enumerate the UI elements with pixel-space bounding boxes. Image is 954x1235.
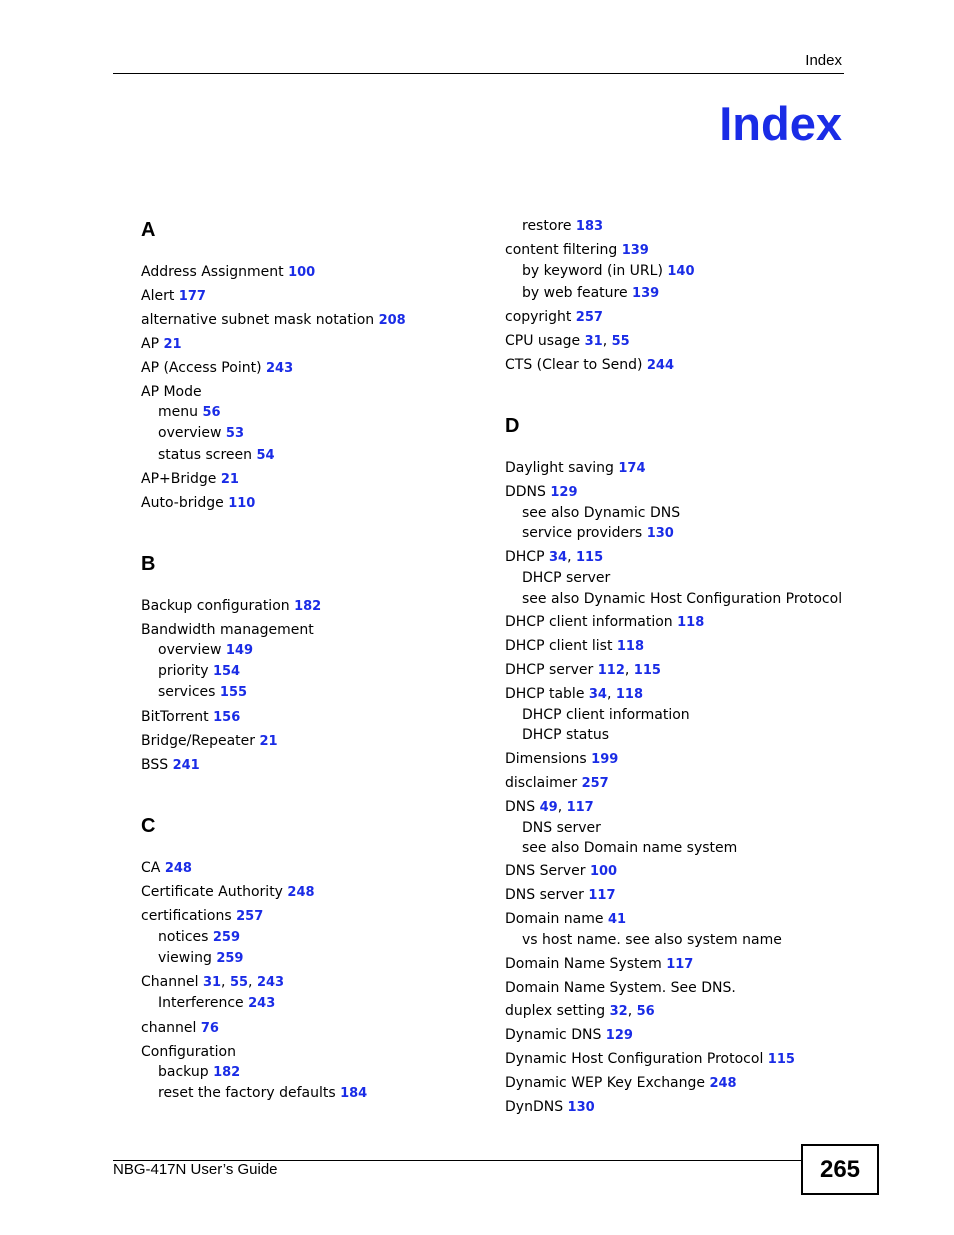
- index-term: DNS Server: [505, 863, 590, 880]
- page-link[interactable]: 115: [767, 1051, 795, 1067]
- page-link[interactable]: 241: [172, 757, 200, 773]
- page-link[interactable]: 54: [256, 447, 275, 463]
- page-link[interactable]: 149: [225, 642, 254, 658]
- index-entry: [141, 755, 491, 776]
- header-rule: [113, 73, 844, 74]
- index-subentry: [141, 445, 491, 466]
- index-term: Bridge/Repeater: [141, 732, 260, 749]
- page-link[interactable]: 259: [216, 951, 244, 967]
- index-term: channel: [141, 1019, 201, 1036]
- index-entry-line: [505, 612, 850, 633]
- index-entry-line: [505, 660, 850, 681]
- index-letter-heading: A: [141, 219, 156, 241]
- index-entry: [141, 596, 491, 617]
- page-link[interactable]: 129: [605, 1027, 633, 1043]
- index-entry-line: [505, 547, 850, 568]
- index-term: Alert: [141, 288, 179, 304]
- index-entry-line: [505, 885, 850, 906]
- page-separator: ,: [221, 974, 230, 991]
- index-entry-line: [505, 458, 850, 479]
- index-subentry: [141, 1083, 491, 1104]
- page-link[interactable]: 110: [228, 495, 256, 511]
- index-term: DNS server: [522, 819, 601, 836]
- index-entry: [505, 797, 850, 859]
- index-subentry: [141, 423, 491, 444]
- index-subentry: [505, 283, 850, 304]
- index-term: DNS server: [505, 887, 589, 904]
- page-link[interactable]: 177: [178, 289, 206, 304]
- index-term: menu: [158, 404, 203, 420]
- index-term: CA: [141, 859, 165, 876]
- page-link[interactable]: 55: [229, 975, 249, 991]
- index-subentry: [505, 216, 850, 237]
- index-letter-group: [505, 414, 850, 1118]
- page-link[interactable]: 182: [213, 1064, 241, 1080]
- index-term: overview: [158, 641, 226, 658]
- page-link[interactable]: 140: [667, 264, 695, 280]
- index-term: AP: [141, 336, 164, 352]
- index-letter-heading: D: [505, 414, 520, 437]
- index-entry-line: [505, 797, 850, 818]
- index-entry-line: [505, 773, 850, 794]
- index-term: see also Domain name system: [522, 839, 738, 856]
- page-link[interactable]: 243: [256, 975, 285, 991]
- index-entry-line: [141, 882, 491, 903]
- index-term: copyright: [505, 308, 576, 325]
- page-separator: ,: [602, 332, 612, 349]
- index-term: Domain Name System. See DNS.: [505, 979, 736, 996]
- index-column-left: [141, 212, 491, 1104]
- page-link[interactable]: 257: [236, 908, 264, 924]
- page-link[interactable]: 56: [202, 405, 221, 420]
- index-term: DynDNS: [505, 1098, 568, 1115]
- index-letter-group: [141, 552, 491, 776]
- index-term: by web feature: [522, 284, 633, 301]
- index-entry: [141, 493, 491, 514]
- index-entry: [505, 1025, 850, 1046]
- index-entry-line: [141, 334, 491, 355]
- index-subentry: [505, 261, 850, 282]
- index-entry-line: [505, 307, 850, 328]
- index-subentry: [141, 661, 491, 682]
- page-link[interactable]: 118: [615, 687, 644, 703]
- index-entry: [505, 1097, 850, 1118]
- index-entry: [505, 240, 850, 304]
- index-term: Certificate Authority: [141, 883, 288, 900]
- page-link[interactable]: 31: [584, 333, 603, 349]
- index-entry: [505, 1073, 850, 1094]
- index-entry-line: [141, 1018, 491, 1039]
- index-term: DHCP: [505, 549, 549, 566]
- index-term: notices: [158, 928, 213, 945]
- index-entry: [141, 972, 491, 1014]
- page-link[interactable]: 154: [212, 664, 241, 680]
- index-term: Configuration: [141, 1043, 236, 1060]
- index-entry: [505, 861, 850, 882]
- index-entry-line: [505, 240, 850, 261]
- page-link[interactable]: 21: [220, 471, 239, 487]
- index-term: content filtering: [505, 242, 622, 259]
- index-subentry: [505, 930, 850, 950]
- index-term: DHCP server: [522, 570, 611, 587]
- index-subentry: [141, 640, 491, 661]
- index-entry: [141, 334, 491, 355]
- index-term: BSS: [141, 756, 173, 773]
- index-term: vs host name. see also system name: [522, 932, 782, 949]
- index-term: AP Mode: [141, 384, 202, 400]
- index-letter-heading: B: [141, 552, 156, 575]
- index-letter-group: [141, 814, 491, 1104]
- index-entry: [505, 547, 850, 609]
- index-entry: [141, 620, 491, 704]
- page-link[interactable]: 117: [666, 956, 694, 972]
- index-entry: [141, 262, 491, 283]
- index-term: see also Dynamic DNS: [522, 504, 681, 521]
- page-separator: ,: [248, 974, 257, 991]
- index-entry-line: [505, 749, 850, 770]
- page-link[interactable]: 55: [611, 333, 630, 349]
- index-subentry: [505, 705, 850, 725]
- page-link[interactable]: 257: [581, 775, 609, 791]
- index-entry-line: [505, 636, 850, 657]
- index-entry: [505, 482, 850, 545]
- page-link[interactable]: 174: [618, 460, 646, 476]
- index-term: DNS: [505, 798, 540, 815]
- page-link[interactable]: 34: [548, 550, 568, 566]
- index-term: Backup configuration: [141, 597, 295, 614]
- index-entry: [141, 1042, 491, 1105]
- index-term: AP+Bridge: [141, 470, 221, 487]
- index-entry: [141, 731, 491, 752]
- header-section-label: Index: [805, 52, 842, 69]
- index-entry: [505, 636, 850, 657]
- index-entry-line: [505, 1097, 850, 1118]
- index-entry-line: [505, 909, 850, 930]
- index-term: CPU usage: [505, 332, 585, 349]
- index-entry: [505, 684, 850, 746]
- page-separator: ,: [624, 662, 634, 679]
- index-entry: [505, 660, 850, 681]
- page-link[interactable]: 115: [633, 663, 661, 679]
- page-link[interactable]: 156: [213, 709, 241, 725]
- footer-guide-title: NBG-417N User’s Guide: [113, 1161, 278, 1178]
- index-term: DHCP client list: [505, 638, 617, 655]
- index-entry-line: [141, 286, 491, 307]
- index-subentry: [505, 568, 850, 588]
- index-entry-line: [505, 978, 850, 998]
- page-link[interactable]: 49: [539, 799, 558, 815]
- page-link[interactable]: 118: [616, 639, 645, 655]
- index-subentry: [505, 818, 850, 838]
- page-link[interactable]: 76: [200, 1020, 219, 1036]
- page-link[interactable]: 130: [567, 1099, 595, 1115]
- index-entry-line: [505, 684, 850, 705]
- page-link[interactable]: 155: [219, 685, 248, 701]
- index-term: Interference: [158, 995, 249, 1012]
- index-entry-line: [141, 620, 491, 640]
- index-entry-line: [505, 1073, 850, 1094]
- index-term: DHCP client information: [505, 614, 678, 631]
- index-entry-line: [141, 972, 491, 993]
- index-subentry: [505, 725, 850, 745]
- index-entry-line: [505, 954, 850, 975]
- index-entry: [141, 858, 491, 879]
- index-entry: [505, 1049, 850, 1070]
- index-term: DDNS: [505, 483, 551, 500]
- page-link[interactable]: 139: [621, 243, 649, 259]
- index-term: disclaimer: [505, 774, 582, 791]
- index-column-right: [505, 216, 850, 1118]
- page-link[interactable]: 129: [550, 484, 578, 500]
- index-entry: [505, 773, 850, 794]
- index-entry: [141, 1018, 491, 1039]
- index-entry: [141, 358, 491, 379]
- index-entry: [505, 355, 850, 376]
- index-entry-line: [141, 262, 491, 283]
- index-term: status screen: [158, 446, 257, 463]
- index-entry-line: [505, 331, 850, 352]
- index-subentry: [505, 589, 850, 609]
- page-link[interactable]: 130: [646, 526, 674, 542]
- index-entry: [141, 469, 491, 490]
- index-entry: [505, 978, 850, 998]
- page-link[interactable]: 53: [225, 426, 245, 442]
- page-link[interactable]: 21: [163, 337, 182, 352]
- page-link[interactable]: 118: [677, 615, 705, 631]
- index-term: reset the factory defaults: [158, 1084, 341, 1101]
- page-link[interactable]: 112: [597, 663, 625, 679]
- index-entry: [141, 906, 491, 970]
- index-entry: [505, 954, 850, 975]
- index-term: priority: [158, 663, 213, 680]
- index-term: Daylight saving: [505, 459, 619, 476]
- index-letter-group: [505, 240, 850, 376]
- index-entry-line: [141, 1042, 491, 1062]
- index-entry-line: [141, 596, 491, 617]
- index-entry-line: [141, 358, 491, 379]
- index-term: Domain Name System: [505, 955, 667, 972]
- page-link[interactable]: 115: [575, 550, 604, 566]
- index-term: Auto-bridge: [141, 494, 229, 511]
- index-entry-line: [505, 355, 850, 376]
- index-subentry: [505, 503, 850, 523]
- page-link[interactable]: 183: [575, 219, 604, 234]
- index-entry-line: [505, 1001, 850, 1022]
- page-link[interactable]: 117: [566, 799, 594, 815]
- index-entry: [141, 382, 491, 466]
- page-link[interactable]: 21: [259, 733, 278, 749]
- index-term: Dynamic Host Configuration Protocol: [505, 1050, 768, 1067]
- index-letter-heading: C: [141, 814, 156, 837]
- index-term: DHCP status: [522, 727, 609, 744]
- page-number: 265: [801, 1144, 879, 1195]
- page-separator: ,: [557, 798, 567, 815]
- index-entry-line: [141, 731, 491, 752]
- page-link[interactable]: 243: [265, 361, 294, 376]
- index-entry-line: [141, 858, 491, 879]
- page-link[interactable]: 199: [591, 751, 619, 767]
- index-term: DHCP client information: [522, 707, 690, 724]
- page-link[interactable]: 139: [632, 285, 660, 301]
- index-subentry: [141, 402, 491, 423]
- index-entry: [505, 749, 850, 770]
- index-subentry: [141, 927, 491, 948]
- page-link[interactable]: 182: [294, 598, 322, 614]
- page-separator: ,: [606, 686, 616, 703]
- index-entry: [141, 310, 491, 331]
- index-entry-line: [141, 755, 491, 776]
- index-term: alternative subnet mask notation: [141, 312, 379, 328]
- index-term: by keyword (in URL): [522, 263, 668, 280]
- index-term: Bandwidth management: [141, 621, 314, 638]
- index-entry-line: [141, 382, 491, 402]
- page-link[interactable]: 41: [607, 912, 627, 928]
- index-term: BitTorrent: [141, 708, 214, 725]
- page-link[interactable]: 32: [609, 1003, 628, 1019]
- index-subentry: [141, 682, 491, 703]
- page-link[interactable]: 244: [646, 357, 675, 373]
- index-term: Domain name: [505, 911, 608, 928]
- index-term: services: [158, 684, 220, 701]
- page-link[interactable]: 259: [212, 929, 241, 945]
- index-entry-line: [141, 310, 491, 331]
- index-term: DHCP server: [505, 662, 598, 679]
- index-term: Dimensions: [505, 750, 592, 767]
- index-entry-line: [505, 1025, 850, 1046]
- index-letter-group: [141, 218, 491, 514]
- index-term: AP (Access Point): [141, 360, 266, 376]
- index-term: overview: [158, 425, 226, 442]
- page-link[interactable]: 117: [588, 888, 616, 904]
- index-entry: [505, 458, 850, 479]
- index-entry: [505, 1001, 850, 1022]
- page-link[interactable]: 257: [575, 309, 603, 325]
- page-separator: ,: [567, 549, 576, 566]
- page-link[interactable]: 100: [589, 864, 618, 880]
- page-link[interactable]: 184: [340, 1085, 368, 1101]
- index-term: Dynamic DNS: [505, 1026, 606, 1043]
- index-term: see also Dynamic Host Configuration Protocol: [522, 590, 843, 607]
- index-subentry: [505, 523, 850, 544]
- index-entry: [505, 909, 850, 950]
- page-link[interactable]: 56: [636, 1003, 655, 1019]
- index-entry: [505, 331, 850, 352]
- index-term: certifications: [141, 907, 237, 924]
- index-entry: [141, 286, 491, 307]
- index-entry: [141, 882, 491, 903]
- index-term: service providers: [522, 525, 647, 542]
- index-term: duplex setting: [505, 1002, 610, 1019]
- index-entry: [505, 885, 850, 906]
- index-entry: [505, 307, 850, 328]
- page-link[interactable]: 31: [202, 975, 222, 991]
- index-term: Address Assignment: [141, 264, 289, 280]
- index-entry-line: [141, 493, 491, 514]
- index-term: CTS (Clear to Send): [505, 356, 647, 373]
- page-separator: ,: [627, 1002, 637, 1019]
- index-term: Dynamic WEP Key Exchange: [505, 1074, 710, 1091]
- index-entry: [141, 707, 491, 728]
- page-link[interactable]: 243: [248, 996, 276, 1012]
- page-link[interactable]: 208: [378, 313, 406, 328]
- index-term: viewing: [158, 950, 217, 967]
- index-subentry: [141, 948, 491, 969]
- index-term: backup: [158, 1063, 214, 1080]
- index-term: Channel: [141, 974, 203, 991]
- index-entry-line: [505, 482, 850, 503]
- page-link[interactable]: 248: [164, 860, 192, 876]
- index-entry-line: [141, 707, 491, 728]
- page-link[interactable]: 248: [287, 884, 315, 900]
- page-link[interactable]: 248: [709, 1075, 737, 1091]
- index-entry-line: [141, 469, 491, 490]
- index-entry-line: [505, 861, 850, 882]
- index-entry-line: [505, 1049, 850, 1070]
- index-entry: [505, 612, 850, 633]
- index-term: restore: [522, 218, 576, 234]
- index-subentry: [141, 993, 491, 1014]
- page-link[interactable]: 34: [588, 687, 607, 703]
- index-term: DHCP table: [505, 686, 589, 703]
- page-title: Index: [719, 97, 842, 150]
- index-subentry: [505, 838, 850, 858]
- index-entry-line: [141, 906, 491, 927]
- index-subentry: [141, 1062, 491, 1083]
- page-link[interactable]: 100: [288, 265, 316, 280]
